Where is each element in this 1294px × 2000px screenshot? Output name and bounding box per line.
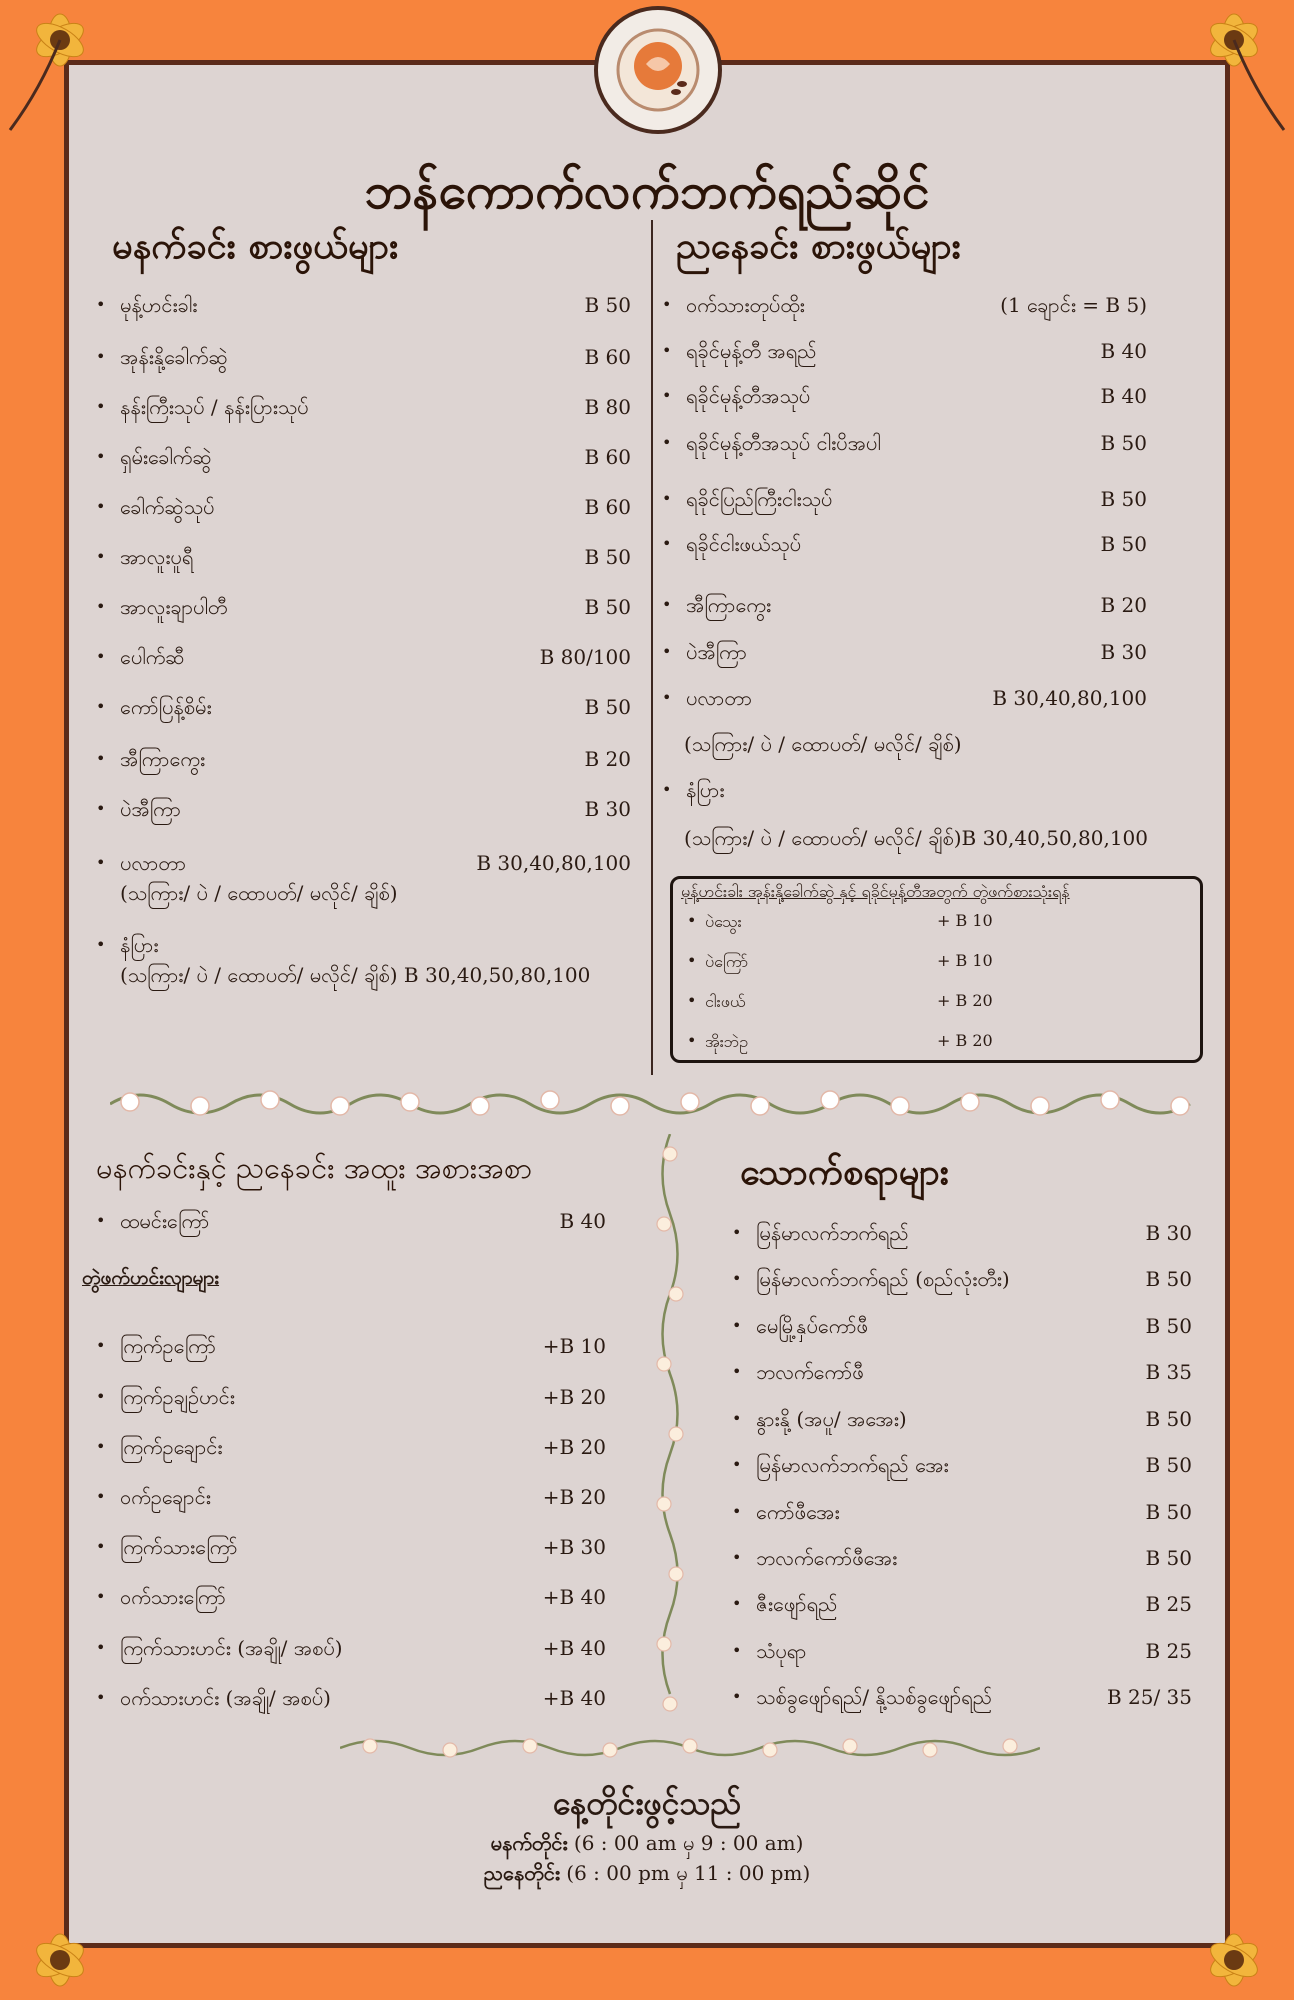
addon-item-price: + B 10 bbox=[937, 951, 993, 970]
addon-item bbox=[687, 911, 993, 931]
bullet-icon: • bbox=[732, 1687, 742, 1706]
bullet-icon: • bbox=[662, 386, 672, 405]
bullet-icon: • bbox=[96, 853, 106, 872]
evening-hours-value: (6 : 00 pm မှ 11 : 00 pm) bbox=[566, 1861, 811, 1885]
menu-item-price: B 50 bbox=[1100, 487, 1147, 511]
drinks-list bbox=[732, 1220, 1192, 1720]
menu-item-name: ရခိုင်မုန့်တီအသုပ် ငါးပိအပါ bbox=[686, 431, 881, 455]
menu-item-price: B 50 bbox=[584, 595, 631, 619]
menu-item-name: အာလူးချာပါတီ bbox=[120, 595, 228, 619]
menu-item-price: B 30,40,80,100 bbox=[476, 851, 631, 875]
menu-item-name: ခေါက်ဆွဲသုပ် bbox=[120, 495, 215, 519]
menu-item-price: B 50 bbox=[1145, 1267, 1192, 1291]
addon-item-price: + B 20 bbox=[937, 991, 993, 1010]
bullet-icon: • bbox=[96, 697, 106, 716]
menu-item-name: နံပြား bbox=[686, 778, 725, 802]
evening-hours-line bbox=[0, 1860, 1294, 1890]
addon-item-price: + B 10 bbox=[937, 911, 993, 930]
bullet-icon: • bbox=[96, 397, 106, 416]
side-dish-heading: တွဲဖက်ဟင်းလျာများ bbox=[82, 1267, 220, 1289]
menu-item-name: နွားနို့ (အပူ/ အအေး) bbox=[756, 1407, 907, 1431]
addon-item-name: ပဲသွေး bbox=[705, 912, 742, 931]
bullet-icon: • bbox=[96, 1638, 106, 1657]
menu-item-name: ပဲအီကြာ bbox=[120, 797, 181, 821]
menu-item-price: B 50 bbox=[1145, 1546, 1192, 1570]
menu-item-name: မြန်မာလက်ဘက်ရည် bbox=[756, 1221, 909, 1245]
addon-item-name: ငါးဖယ် bbox=[705, 992, 746, 1011]
menu-item-price: B 40 bbox=[559, 1209, 606, 1233]
menu-item-name: နန်းကြီးသုပ် / နန်းပြားသုပ် bbox=[120, 395, 309, 419]
bullet-icon: • bbox=[96, 347, 106, 366]
menu-item-price: B 50 bbox=[1145, 1314, 1192, 1338]
menu-item-name: ကော်ဖီအေး bbox=[756, 1500, 840, 1524]
bullet-icon: • bbox=[662, 688, 672, 707]
menu-item-price: B 50 bbox=[584, 695, 631, 719]
bullet-icon: • bbox=[662, 534, 672, 553]
bullet-icon: • bbox=[96, 1688, 106, 1707]
morning-hours-value: (6 : 00 am မှ 9 : 00 am) bbox=[573, 1831, 804, 1855]
bullet-icon: • bbox=[687, 911, 697, 930]
bullet-icon: • bbox=[96, 935, 106, 954]
menu-item-price: +B 30 bbox=[542, 1535, 606, 1559]
menu-item-price: B 25/ 35 bbox=[1106, 1685, 1192, 1709]
menu-item-name: ကြက်သားဟင်း (အချို/ အစပ်) bbox=[120, 1636, 343, 1660]
menu-item-price: B 50 bbox=[584, 545, 631, 569]
menu-item-price: +B 40 bbox=[542, 1686, 606, 1710]
bullet-icon: • bbox=[732, 1223, 742, 1242]
menu-item-price: B 40 bbox=[1100, 384, 1147, 408]
bullet-icon: • bbox=[662, 295, 672, 314]
menu-item-name: ရခိုင်မုန့်တီ အရည် bbox=[686, 339, 817, 363]
menu-item-name: ပလာတာ bbox=[120, 851, 187, 875]
addon-item bbox=[687, 951, 993, 971]
bullet-icon: • bbox=[687, 1031, 697, 1050]
bullet-icon: • bbox=[732, 1641, 742, 1660]
menu-item-options: (သကြား/ ပဲ / ထောပတ်/ မလိုင်/ ချိစ်) bbox=[120, 881, 398, 905]
menu-item-name: ဘလက်ကော်ဖီအေး bbox=[756, 1546, 898, 1570]
menu-item-name: အုန်းနို့ခေါက်ဆွဲ bbox=[120, 345, 228, 369]
menu-item-name: ပဲအီကြာ bbox=[686, 640, 747, 664]
bullet-icon: • bbox=[687, 951, 697, 970]
bullet-icon: • bbox=[96, 295, 106, 314]
bullet-icon: • bbox=[732, 1594, 742, 1613]
bullet-icon: • bbox=[96, 1537, 106, 1556]
evening-paratha-options: (သကြား/ ပဲ / ထောပတ်/ မလိုင်/ ချိစ်) bbox=[684, 732, 962, 756]
menu-item-price: B 80/100 bbox=[539, 645, 631, 669]
menu-item-name: ဇီးဖျော်ရည် bbox=[756, 1592, 838, 1616]
bullet-icon: • bbox=[732, 1409, 742, 1428]
bullet-icon: • bbox=[662, 780, 672, 799]
shop-title: ဘန်ကောက်လက်ဘက်ရည်ဆိုင် bbox=[364, 161, 930, 220]
bullet-icon: • bbox=[732, 1502, 742, 1521]
menu-item-price: B 60 bbox=[584, 495, 631, 519]
menu-item-price: B 30 bbox=[584, 797, 631, 821]
special-main-item bbox=[96, 1208, 606, 1238]
menu-item-price: +B 40 bbox=[542, 1636, 606, 1660]
menu-item-price: (1 ချောင်း = B 5) bbox=[1000, 293, 1147, 317]
menu-item-name: ရခိုင်ပြည်ကြီးငါးသုပ် bbox=[686, 487, 833, 511]
evening-hours-label: ညနေတိုင်း bbox=[483, 1861, 560, 1885]
menu-item-price: +B 40 bbox=[542, 1585, 606, 1609]
addon-box bbox=[670, 876, 1203, 1063]
bullet-icon: • bbox=[96, 799, 106, 818]
bullet-icon: • bbox=[96, 647, 106, 666]
morning-menu-heading: မနက်ခင်း စားဖွယ်များ bbox=[112, 225, 399, 267]
menu-item-name: ကော်ပြန့်စိမ်း bbox=[120, 695, 212, 719]
menu-item-name: ကြက်ဥချဉ်ဟင်း bbox=[120, 1385, 235, 1409]
evening-naan-options: (သကြား/ ပဲ / ထောပတ်/ မလိုင်/ ချိစ်)B 30,40,50,80,100 bbox=[684, 826, 1149, 850]
menu-item-name: ပလာတာ bbox=[686, 686, 753, 710]
menu-item-name: ကြက်ဥကြော် bbox=[120, 1334, 216, 1358]
menu-item-price: B 40 bbox=[1100, 339, 1147, 363]
bullet-icon: • bbox=[732, 1269, 742, 1288]
evening-menu-heading: ညနေခင်း စားဖွယ်များ bbox=[676, 225, 961, 267]
menu-item-price: B 60 bbox=[584, 345, 631, 369]
bullet-icon: • bbox=[96, 1336, 106, 1355]
bullet-icon: • bbox=[96, 597, 106, 616]
menu-item-price: B 20 bbox=[1100, 593, 1147, 617]
bullet-icon: • bbox=[96, 497, 106, 516]
menu-item-price: B 50 bbox=[1145, 1500, 1192, 1524]
menu-item-price: +B 10 bbox=[542, 1334, 606, 1358]
menu-item-name: အာလူးပူရီ bbox=[120, 545, 194, 569]
bullet-icon: • bbox=[662, 595, 672, 614]
bullet-icon: • bbox=[662, 433, 672, 452]
menu-item-name: မုန့်ဟင်းခါး bbox=[120, 293, 198, 317]
addon-item-name: အိုးဘဲဥ bbox=[705, 1032, 749, 1051]
bullet-icon: • bbox=[662, 341, 672, 360]
bullet-icon: • bbox=[732, 1316, 742, 1335]
menu-item-name: ပေါက်ဆီ bbox=[120, 645, 185, 669]
bullet-icon: • bbox=[96, 749, 106, 768]
bullet-icon: • bbox=[96, 1211, 106, 1230]
menu-item-name: ဝက်ဥချောင်း bbox=[120, 1485, 211, 1509]
menu-item-name: ကြက်သားကြော် bbox=[120, 1535, 238, 1559]
menu-item-name: သံပုရာ bbox=[756, 1639, 807, 1663]
menu-item-name: ကြက်ဥချောင်း bbox=[120, 1435, 223, 1459]
menu-item-price: B 50 bbox=[1145, 1407, 1192, 1431]
morning-hours-label: မနက်တိုင်း bbox=[490, 1831, 568, 1855]
menu-item-name: ရခိုင်မုန့်တီအသုပ် bbox=[686, 384, 811, 408]
menu-item-price: B 60 bbox=[584, 445, 631, 469]
menu-item-price: +B 20 bbox=[542, 1385, 606, 1409]
coffee-cup-logo bbox=[594, 6, 722, 134]
menu-item-options: (သကြား/ ပဲ / ထောပတ်/ မလိုင်/ ချိစ်) B 30,40,50,80,100 bbox=[120, 963, 591, 987]
addon-item bbox=[687, 991, 993, 1011]
bullet-icon: • bbox=[662, 642, 672, 661]
bullet-icon: • bbox=[96, 547, 106, 566]
addon-item bbox=[687, 1031, 993, 1051]
menu-item-name: ဝက်သားတုပ်ထိုး bbox=[686, 293, 805, 317]
menu-item-name: ထမင်းကြော် bbox=[120, 1209, 210, 1233]
bullet-icon: • bbox=[732, 1548, 742, 1567]
morning-menu-list bbox=[96, 292, 631, 1012]
bullet-icon: • bbox=[732, 1455, 742, 1474]
menu-item-price: B 30,40,80,100 bbox=[992, 686, 1147, 710]
bullet-icon: • bbox=[96, 447, 106, 466]
menu-item-name: ဝက်သားကြော် bbox=[120, 1585, 226, 1609]
menu-item-name: ရှမ်းခေါက်ဆွဲ bbox=[120, 445, 212, 469]
addon-item-price: + B 20 bbox=[937, 1031, 993, 1050]
menu-item-price: +B 20 bbox=[542, 1435, 606, 1459]
menu-item-price: B 25 bbox=[1145, 1592, 1192, 1616]
addon-title: မုန့်ဟင်းခါး အုန်းနို့ခေါက်ဆွဲ နှင့် ရခိုင်မုန့်တီအတွက် တွဲဖက်စားသုံးရန် bbox=[681, 882, 1070, 901]
menu-item-name: မြန်မာလက်ဘက်ရည် (စည်လုံးတီး) bbox=[756, 1267, 1010, 1291]
column-divider bbox=[651, 220, 653, 1075]
side-dish-list bbox=[96, 1333, 606, 1713]
bullet-icon: • bbox=[96, 1587, 106, 1606]
menu-item-name: ဘလက်ကော်ဖီ bbox=[756, 1360, 864, 1384]
menu-item-name: အီကြာကွေး bbox=[686, 593, 772, 617]
open-daily-heading: နေ့တိုင်းဖွင့်သည် bbox=[552, 1784, 742, 1822]
bullet-icon: • bbox=[687, 991, 697, 1010]
menu-item-price: B 25 bbox=[1145, 1639, 1192, 1663]
bullet-icon: • bbox=[96, 1387, 106, 1406]
menu-item-price: B 80 bbox=[584, 395, 631, 419]
menu-item-name: နံပြား bbox=[120, 933, 159, 957]
menu-item-price: B 20 bbox=[584, 747, 631, 771]
menu-item-name: မြန်မာလက်ဘက်ရည် အေး bbox=[756, 1453, 949, 1477]
bullet-icon: • bbox=[96, 1487, 106, 1506]
menu-item-price: B 30 bbox=[1145, 1221, 1192, 1245]
menu-item-name: မေမြို့နှပ်ကော်ဖီ bbox=[756, 1314, 868, 1338]
bullet-icon: • bbox=[732, 1362, 742, 1381]
addon-item-name: ပဲကြော် bbox=[705, 952, 749, 971]
menu-item-price: B 50 bbox=[1145, 1453, 1192, 1477]
evening-menu-list bbox=[662, 292, 1147, 852]
morning-hours-line bbox=[0, 1830, 1294, 1860]
menu-item-price: B 50 bbox=[1100, 532, 1147, 556]
menu-item-price: +B 20 bbox=[542, 1485, 606, 1509]
drinks-heading: သောက်စရာများ bbox=[740, 1151, 949, 1193]
menu-item-name: အီကြာကွေး bbox=[120, 747, 206, 771]
menu-item-price: B 30 bbox=[1100, 640, 1147, 664]
special-menu-heading: မနက်ခင်းနှင့် ညနေခင်း အထူး အစားအစာ bbox=[96, 1151, 533, 1185]
menu-item-price: B 35 bbox=[1145, 1360, 1192, 1384]
menu-item-name: ဝက်သားဟင်း (အချို/ အစပ်) bbox=[120, 1686, 331, 1710]
menu-item-price: B 50 bbox=[1100, 431, 1147, 455]
bullet-icon: • bbox=[662, 489, 672, 508]
menu-item-name: သစ်ခွဖျော်ရည်/ နို့သစ်ခွဖျော်ရည် bbox=[756, 1685, 993, 1709]
menu-item-price: B 50 bbox=[584, 293, 631, 317]
bullet-icon: • bbox=[96, 1437, 106, 1456]
menu-item-name: ရခိုင်ငါးဖယ်သုပ် bbox=[686, 532, 802, 556]
coffee-cup-icon bbox=[610, 22, 706, 118]
